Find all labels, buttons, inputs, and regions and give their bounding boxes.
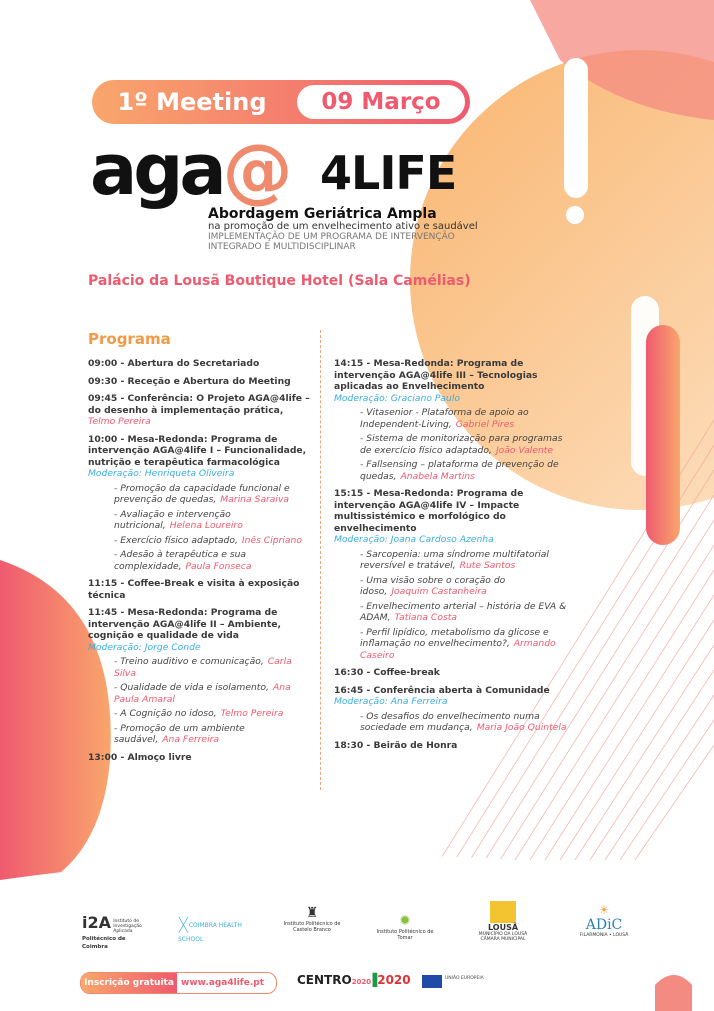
website-link[interactable]: www.aga4life.pt: [181, 978, 264, 988]
program-item-title: 16:45 - Conferência aberta à Comunidade: [334, 684, 550, 696]
logo-ipcb: ♜ Instituto Politécnico de Castelo Branco: [283, 905, 341, 933]
logo-aga: aga@: [90, 129, 289, 211]
logo-4life: 4LIFE: [320, 146, 457, 200]
speaker-name: Telmo Pereira: [220, 708, 284, 719]
program-item-title: 13:00 - Almoço livre: [88, 751, 192, 763]
speaker-name: Helena Loureiro: [169, 520, 243, 531]
talk-title: - Sarcopenia: uma síndrome multifatorial reversível e tratável,: [360, 548, 549, 571]
speaker-name: João Valente: [495, 444, 554, 456]
program-item: [88, 607, 312, 746]
speaker-name: Anabela Martins: [400, 470, 475, 482]
logo-lousa: LOUSÃ MUNICÍPIO DA LOUSÃ CÂMARA MUNICIPAL: [478, 901, 528, 942]
moderator: Moderação: Joana Cardoso Azenha: [334, 534, 494, 545]
program-item-title: 11:15 - Coffee-Break e visita à exposição técnica: [88, 578, 300, 601]
subtitle3: IMPLEMENTAÇÃO DE UM PROGRAMA DE INTERVENÇÃO INTEGRADO E MULTIDISCIPLINAR: [208, 232, 455, 252]
program-column-1: [88, 358, 312, 769]
program-item: [88, 434, 312, 573]
talk-item: [360, 711, 574, 734]
talk-item: [114, 535, 312, 547]
moderator: Moderação: Ana Ferreira: [334, 696, 448, 707]
program-column-2: [334, 358, 574, 757]
talk-title: - Os desafios do envelhecimento numa sociedade em mudança,: [360, 710, 540, 733]
program-item-title: 16:30 - Coffee-break: [334, 667, 440, 678]
date-label: 09 Março: [297, 85, 465, 119]
venue: Palácio da Lousã Boutique Hotel (Sala Camélias): [88, 273, 471, 289]
subtitle2: na promoção de um envelhecimento ativo e saudável: [208, 221, 478, 232]
eu-flag-icon: [422, 975, 442, 988]
talk-item: [114, 509, 312, 532]
talk-title: - Exercício físico adaptado,: [114, 534, 238, 546]
program-item: [334, 667, 574, 679]
talk-item: [114, 549, 312, 572]
talk-title: - Adesão à terapêutica e sua complexidade,: [114, 549, 247, 572]
talk-item: [360, 549, 574, 572]
speaker-name: Inês Cipriano: [241, 534, 303, 546]
column-divider: [320, 330, 321, 790]
speaker-name: Marina Saraiva: [220, 494, 290, 505]
program-item: [88, 358, 312, 370]
talk-title: - Treino auditivo e comunicação,: [114, 656, 264, 667]
talk-title: - Perfil lipídico, metabolismo da glicose e inflamação no envelhecimento?,: [360, 626, 549, 649]
program-item-title: 14:15 - Mesa-Redonda: Programa de intervenção AGA@4life III – Tecnologias aplicadas ao Envelhecimento: [334, 358, 538, 392]
talk-title: - A Cognição no idoso,: [114, 708, 217, 719]
talk-item: [360, 627, 574, 662]
program-item-title: 09:45 - Conferência: O Projeto AGA@4life – do desenho à implementação prática,: [88, 393, 310, 416]
speaker-name: Ana Ferreira: [162, 734, 220, 745]
talk-item: [114, 723, 312, 746]
talk-title: - Promoção da capacidade funcional e prevenção de quedas,: [114, 482, 290, 505]
moderator: Moderação: Graciano Paulo: [334, 392, 461, 404]
program-item: [88, 578, 312, 601]
eu-label: UNIÃO EUROPEIA: [445, 976, 484, 981]
program-item-title: 09:00 - Abertura do Secretariado: [88, 358, 260, 369]
speaker-name: Armando Caseiro: [360, 638, 556, 661]
logo-at: @: [222, 129, 289, 211]
speaker-name: Rute Santos: [459, 560, 516, 571]
speaker-name: Joaquim Castanheira: [391, 586, 487, 597]
talk-title: - Envelhecimento arterial – história de EVA & ADAM,: [360, 600, 567, 623]
talk-item: [114, 656, 312, 679]
program-item: [88, 752, 312, 764]
talk-title: - Promoção de um ambiente saudável,: [114, 722, 245, 745]
footer-registration-pill: [80, 972, 277, 994]
talk-item: [114, 483, 312, 506]
talk-title: - Qualidade de vida e isolamento,: [114, 682, 269, 693]
moderator: Moderação: Henriqueta Oliveira: [88, 468, 235, 479]
logo-i2a: i2A Instituto de Investigação Aplicada Politécnico de Coimbra: [82, 913, 142, 950]
program-item-title: 10:00 - Mesa-Redonda: Programa de intervenção AGA@4life I – Funcionalidade, nutrição e terapêutica farmacológica: [88, 433, 307, 468]
speaker-name: Carla Silva: [114, 656, 292, 679]
talk-title: - Sistema de monitorização para programas de exercício físico adaptado,: [360, 433, 563, 456]
talk-item: [360, 433, 574, 456]
moderator: Moderação: Jorge Conde: [88, 641, 201, 653]
talk-item: [360, 459, 574, 482]
subtitle: Abordagem Geriátrica Ampla: [208, 206, 437, 222]
speaker-name: Maria João Quintela: [476, 722, 567, 733]
speaker-name: Ana Paula Amaral: [114, 682, 291, 705]
program-item: [334, 358, 574, 482]
logo-adic: ☀ ADiC FILARMONIA • LOUSÃ: [579, 903, 629, 938]
speaker-name: Gabriel Pires: [455, 418, 515, 430]
talk-item: [360, 601, 574, 624]
speaker-name: Tatiana Costa: [394, 612, 457, 623]
meeting-label: 1º Meeting: [117, 88, 267, 116]
talk-item: [114, 682, 312, 705]
partner-logos: [0, 895, 714, 965]
program-item-title: 09:30 - Receção e Abertura do Meeting: [88, 375, 291, 387]
program-item: [334, 488, 574, 661]
logo-health-school: ᚷCOIMBRA HEALTH SCHOOL: [178, 915, 242, 943]
header-date-pill: [92, 80, 470, 124]
program-item: [88, 376, 312, 388]
program-item: [334, 685, 574, 734]
talk-title: - Avaliação e intervenção nutricional,: [114, 508, 231, 531]
logo-ipt: ✹ Instituto Politécnico de Tomar: [376, 913, 434, 941]
program-item: [88, 393, 312, 428]
talk-item: [360, 407, 574, 430]
talk-title: - Vitasenior - Plataforma de apoio ao Independent-Living,: [360, 407, 529, 430]
inscricao-label: Inscrição gratuita: [81, 973, 177, 993]
program-item-title: 18:30 - Beirão de Honra: [334, 739, 458, 751]
talk-item: [114, 708, 312, 720]
logo-portugal2020: ▐2020: [368, 973, 411, 987]
talk-title: - Uma visão sobre o coração do idoso,: [360, 574, 506, 597]
program-item-title: 15:15 - Mesa-Redonda: Programa de intervenção AGA@4life IV – Impacte multissistémico e morfológico do envelhecimento: [334, 488, 524, 534]
speaker-name: Paula Fonseca: [185, 560, 252, 572]
program-item-title: 11:45 - Mesa-Redonda: Programa de intervenção AGA@4life II – Ambiente, cognição e qualidade de vida: [88, 607, 281, 641]
talk-item: [360, 575, 574, 598]
talk-title: - Fallsensing – plataforma de prevenção de quedas,: [360, 459, 559, 482]
program-item: [334, 740, 574, 752]
programa-title: Programa: [88, 330, 171, 348]
logo-centro2020: CENTRO2020: [297, 973, 372, 987]
speaker-name: Telmo Pereira: [88, 416, 151, 427]
